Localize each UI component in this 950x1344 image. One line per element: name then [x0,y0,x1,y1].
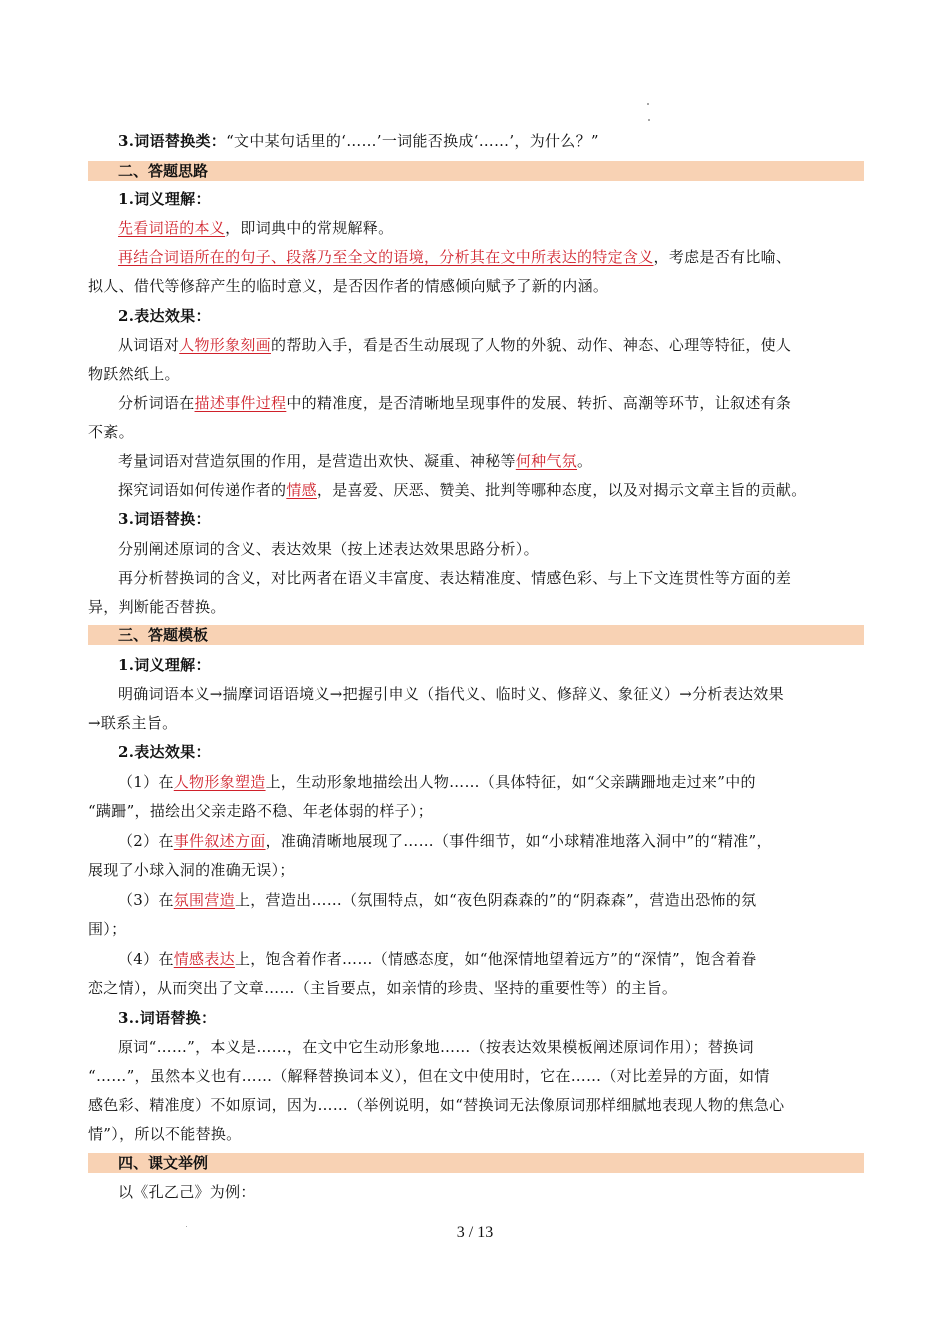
question-type-3 [118,127,864,156]
highlight-text: 氛围营造 [173,891,235,909]
paragraph: 分别阐述原词的含义、表达效果（按上述表达效果思路分析）。 [118,540,539,558]
text-run: 探究词语如何传递作者的 [118,481,287,499]
list-item [118,768,864,797]
highlight-text: 描述事件过程 [194,394,287,412]
text-run: ，是喜爱、厌恶、赞美、批判等哪种态度，以及对揭示文章主旨的贡献。 [316,481,807,499]
list-item [118,886,864,915]
paragraph [118,389,864,418]
list-item-continued: “蹒跚”，描绘出父亲走路不稳、年老体弱的样子）； [88,802,434,820]
question-type-3-label: 3.词语替换类： [118,132,227,150]
paragraph-continued: 异，判断能否替换。 [88,598,226,616]
paragraph-continued: 情”），所以不能替换。 [88,1125,242,1143]
section-title-4: 四、课文举例 [118,1154,209,1172]
paragraph [118,447,864,476]
highlight-text: 情感表达 [173,950,235,968]
list-item-continued: 恋之情），从而突出了文章……（主旨要点，如亲情的珍贵、坚持的重要性等）的主旨。 [88,979,678,997]
text-run: 上，生动形象地描绘出人物……（具体特征，如“父亲蹒跚地走过来”中的 [265,773,756,791]
highlight-text: 情感 [286,481,317,499]
text-run: 上，饱含着作者……（情感态度，如“他深情地望着远方”的“深情”，饱含着眷 [234,950,757,968]
paragraph: 以《孔乙己》为例： [118,1183,256,1201]
section-title-3: 三、答题模板 [118,626,209,644]
text-run: 的帮助入手，看是否生动展现了人物的外貌、动作、神态、心理等特征，使人 [271,336,792,354]
text-run: 中的精准度，是否清晰地呈现事件的发展、转折、高潮等环节，让叙述有条 [286,394,792,412]
paragraph-continued: →联系主旨。 [88,714,178,732]
heading-effect: 2.表达效果： [118,743,211,761]
text-run: （2）在 [118,832,174,850]
list-item [118,945,864,974]
list-item-continued: 围）； [88,920,127,938]
highlight-text: 人物形象刻画 [179,336,272,354]
paragraph: 明确词语本义→揣摩词语语境义→把握引申义（指代义、临时义、修辞义、象征义）→分析表达效果 [118,685,784,703]
text-run: 分析词语在 [118,394,195,412]
highlight-text: 先看词语的本义 [118,219,226,237]
list-item-continued: 展现了小球入洞的准确无误）； [88,861,295,879]
paragraph: 原词“……”，本义是……，在文中它生动形象地……（按表达效果模板阐述原词作用）；替换词 [118,1038,754,1056]
text-run: 上，营造出……（氛围特点，如“夜色阴森森的”的“阴森森”，营造出恐怖的氛 [234,891,757,909]
question-type-3-text: “文中某句话里的‘……’一词能否换成‘……’，为什么？” [226,132,599,150]
text-run: 考量词语对营造氛围的作用，是营造出欢快、凝重、神秘等 [118,452,516,470]
text-run: （1）在 [118,773,174,791]
section-title-2: 二、答题思路 [118,162,209,180]
paragraph [118,476,864,505]
paragraph [118,214,864,243]
highlight-text: 人物形象塑造 [173,773,266,791]
highlight-text: 事件叙述方面 [173,832,266,850]
paragraph-continued: 不紊。 [88,423,134,441]
heading-meaning: 1.词义理解： [118,656,211,674]
heading-replace: 3.词语替换： [118,510,211,528]
text-run: （4）在 [118,950,174,968]
text-run: 。 [577,452,593,470]
text-run: 从词语对 [118,336,180,354]
highlight-text: 何种气氛 [515,452,578,470]
paragraph [118,243,864,272]
text-run: ，准确清晰地展现了……（事件细节，如“小球精准地落入洞中”的“精准”， [265,832,772,850]
scan-dot [648,119,650,121]
highlight-text: 再结合词语所在的句子、段落乃至全文的语境，分析其在文中所表达的特定含义 [118,248,654,266]
page-number: 3 / 13 [456,1224,494,1241]
paragraph [118,331,864,360]
list-item [118,827,864,856]
paragraph-continued: “……”，虽然本义也有……（解释替换词本义），但在文中使用时，它在……（对比差异的方面，如情 [88,1067,770,1085]
text-run: （3）在 [118,891,174,909]
heading-replace: 3..词语替换： [118,1009,217,1027]
paragraph-continued: 物跃然纸上。 [88,365,180,383]
scan-dot [647,103,649,105]
heading-effect: 2.表达效果： [118,307,211,325]
paragraph: 再分析替换词的含义，对比两者在语义丰富度、表达精准度、情感色彩、与上下文连贯性等方面的差 [118,569,792,587]
paragraph-continued: 拟人、借代等修辞产生的临时意义，是否因作者的情感倾向赋予了新的内涵。 [88,277,609,295]
text-run: ，考虑是否有比喻、 [653,248,792,266]
paragraph-continued: 感色彩、精准度）不如原词，因为……（举例说明，如“替换词无法像原词那样细腻地表现人物的焦急心 [88,1096,785,1114]
text-run: ，即词典中的常规解释。 [225,219,394,237]
heading-meaning: 1.词义理解： [118,190,211,208]
